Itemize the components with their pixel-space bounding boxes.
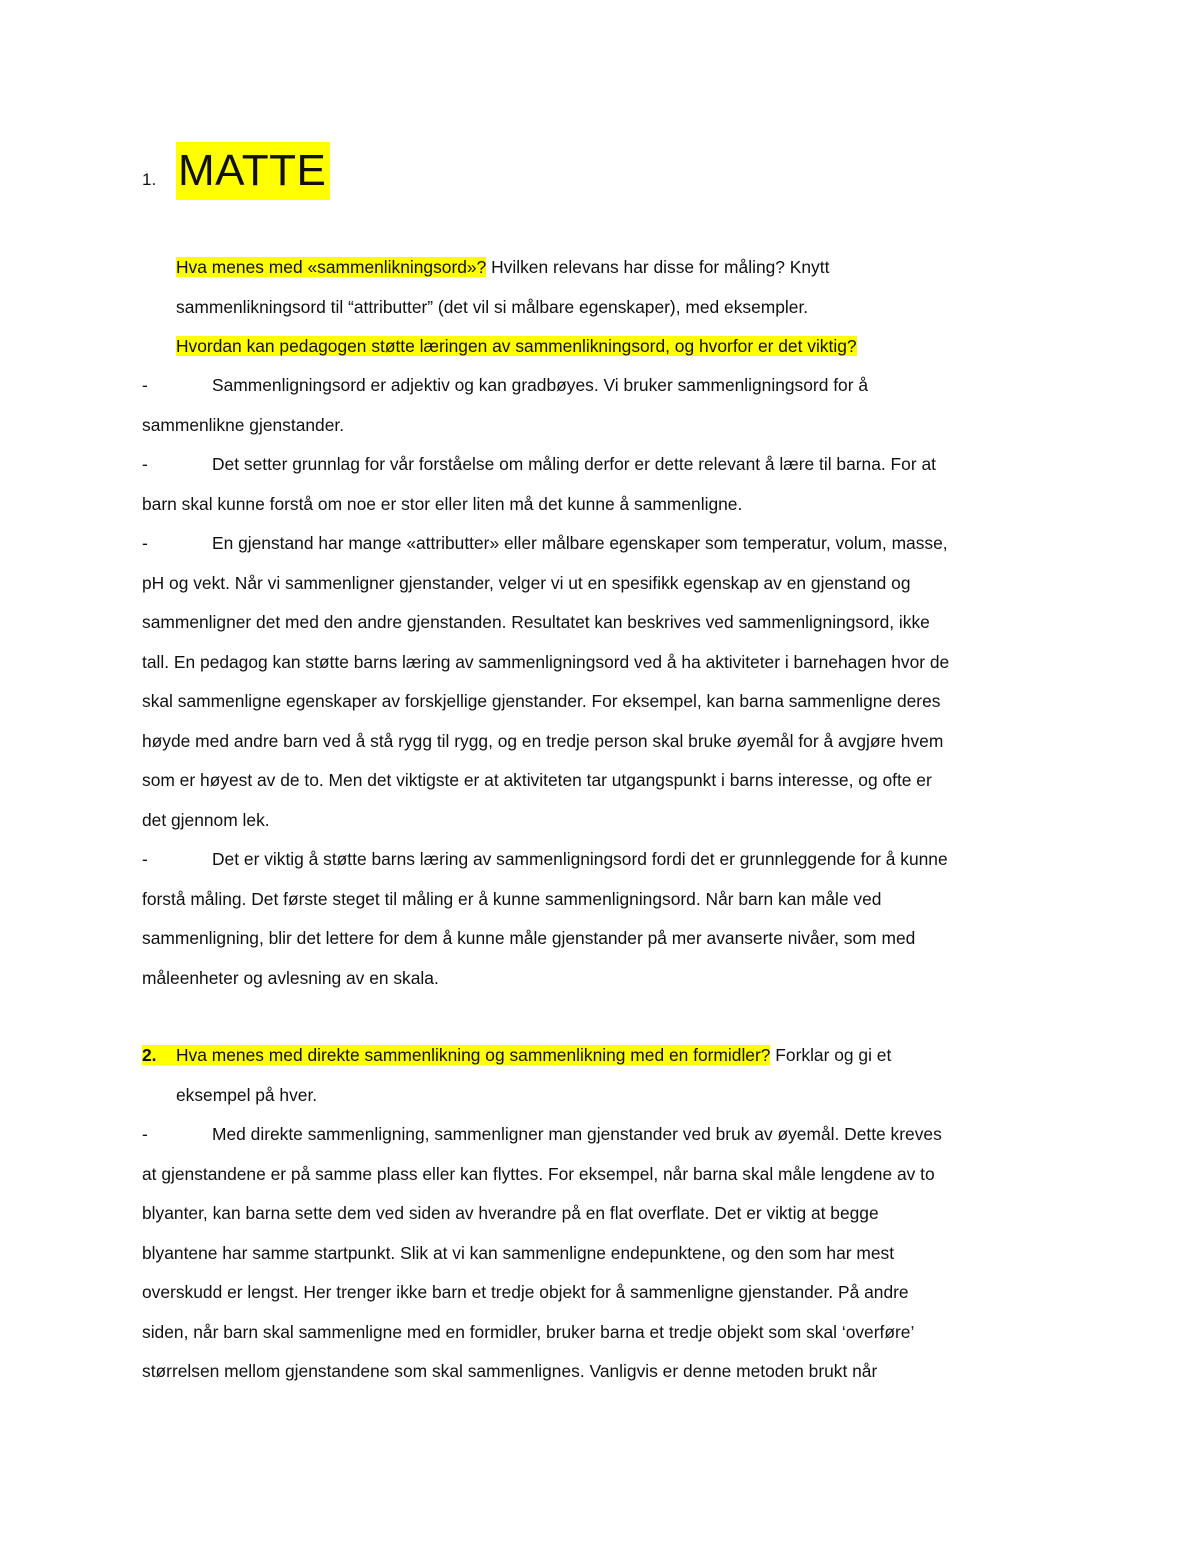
bullet-dash: - (142, 454, 148, 474)
bullet-line (142, 366, 1052, 406)
answer-line: barn skal kunne forstå om noe er stor eller liten må det kunne å sammenligne. (142, 493, 743, 514)
answer-text: En gjenstand har mange «attributter» eller målbare egenskaper som temperatur, volum, masse, (212, 533, 948, 553)
question-text: Forklar og gi et (770, 1045, 892, 1065)
answer-line: pH og vekt. Når vi sammenligner gjenstander, velger vi ut en spesifikk egenskap av en gjenstand og (142, 572, 911, 593)
bullet-dash: - (142, 533, 148, 553)
bullet-line (142, 524, 1052, 564)
bullet-line (142, 445, 1052, 485)
answer-line: tall. En pedagog kan støtte barns læring av sammenligningsord ved å ha aktiviteter i barnehagen hvor de (142, 651, 950, 672)
answer-line: forstå måling. Det første steget til måling er å kunne sammenligningsord. Når barn kan måle ved (142, 888, 882, 909)
answer-line: blyantene har samme startpunkt. Slik at vi kan sammenligne endepunktene, og den som har mest (142, 1242, 895, 1263)
section-2-question (142, 1036, 1052, 1115)
answer-line: siden, når barn skal sammenligne med en formidler, bruker barna et tredje objekt som skal ‘overføre’ (142, 1321, 915, 1342)
answer-line: sammenligning, blir det lettere for dem å kunne måle gjenstander på mer avanserte nivåer, som med (142, 928, 916, 948)
answer-line: sammenlikne gjenstander. (142, 414, 345, 435)
answer-text: Det setter grunnlag for vår forståelse om måling derfor er dette relevant å lære til barna. For at (212, 454, 936, 474)
question-highlight: Hvordan kan pedagogen støtte læringen av sammenlikningsord, og hvorfor er det viktig? (176, 336, 857, 356)
bullet-dash: - (142, 1124, 148, 1144)
section-1-title: MATTE (176, 142, 330, 200)
question-highlight: Hva menes med «sammenlikningsord»? (176, 257, 487, 277)
section-1-heading (142, 140, 330, 200)
question-line (142, 1036, 1052, 1076)
answer-line: at gjenstandene er på samme plass eller kan flyttes. For eksempel, når barna skal måle lengdene av to (142, 1163, 935, 1184)
section-1-number: 1. (142, 170, 157, 189)
answer-line: det gjennom lek. (142, 809, 270, 830)
answer-line: blyanter, kan barna sette dem ved siden av hverandre på en flat overflate. Det er viktig at begge (142, 1203, 879, 1223)
answer-line: størrelsen mellom gjenstandene som skal sammenlignes. Vanligvis er denne metoden brukt når (142, 1361, 878, 1381)
answer-line: høyde med andre barn ved å stå rygg til rygg, og en tredje person skal bruke øyemål for å avgjøre hvem (142, 730, 944, 751)
answer-line: måleenheter og avlesning av en skala. (142, 967, 439, 988)
section-1-answer (142, 366, 1052, 998)
section-2-answer (142, 1115, 1052, 1392)
answer-text: Det er viktig å støtte barns læring av sammenligningsord fordi det er grunnleggende for å kunne (212, 849, 948, 869)
bullet-line (142, 840, 1052, 880)
answer-line: sammenligner det med den andre gjenstanden. Resultatet kan beskrives ved sammenligningsord, ikke (142, 612, 930, 632)
answer-line: skal sammenligne egenskaper av forskjellige gjenstander. For eksempel, kan barna sammenligne deres (142, 691, 941, 711)
question-highlight (142, 1045, 770, 1065)
section-1-question (176, 248, 976, 367)
question-text: Hvilken relevans har disse for måling? Knytt (486, 257, 830, 277)
bullet-dash: - (142, 849, 148, 869)
question-line: sammenlikningsord til “attributter” (det vil si målbare egenskaper), med eksempler. (176, 296, 809, 317)
section-2-number: 2. (142, 1045, 157, 1065)
answer-text: Med direkte sammenligning, sammenligner man gjenstander ved bruk av øyemål. Dette kreves (212, 1124, 942, 1144)
bullet-dash: - (142, 375, 148, 395)
question-line (176, 248, 976, 288)
answer-text: Sammenligningsord er adjektiv og kan gradbøyes. Vi bruker sammenligningsord for å (212, 375, 869, 395)
question-highlight-text: Hva menes med direkte sammenlikning og sammenlikning med en formidler? (176, 1045, 771, 1065)
question-line: eksempel på hver. (176, 1084, 318, 1105)
answer-line: som er høyest av de to. Men det viktigste er at aktiviteten tar utgangspunkt i barns interesse, og ofte er (142, 770, 932, 790)
bullet-line (142, 1115, 1052, 1155)
question-line (176, 327, 976, 367)
answer-line: overskudd er lengst. Her trenger ikke barn et tredje objekt for å sammenligne gjenstander. På andre (142, 1282, 909, 1302)
